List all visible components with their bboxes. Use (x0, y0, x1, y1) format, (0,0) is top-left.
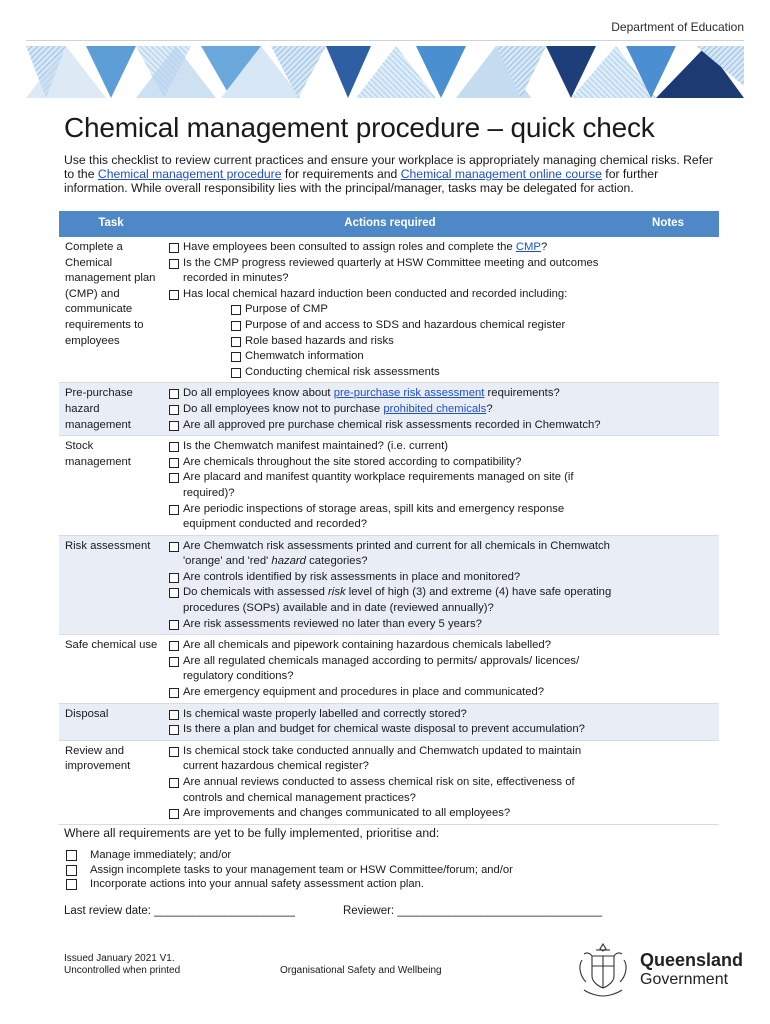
notes-cell[interactable] (617, 703, 719, 740)
actions-cell (163, 535, 617, 635)
table-row-risk-assessment (59, 535, 719, 635)
checklist-item[interactable]: Are all approved pre purchase chemical risk assessments recorded in Chemwatch? (167, 418, 613, 434)
header-banner (26, 46, 744, 98)
uncontrolled-note: Uncontrolled when printed (64, 965, 181, 976)
checklist-subitem[interactable]: Purpose of and access to SDS and hazardous chemical register (183, 318, 613, 334)
page-title: Chemical management procedure – quick check (64, 112, 655, 143)
table-row-pre-purchase (59, 383, 719, 436)
intro-paragraph (64, 153, 724, 195)
notes-cell[interactable] (617, 237, 719, 383)
checklist-item[interactable]: Do all employees know not to purchase prohibited chemicals? (167, 402, 613, 418)
checklist-item[interactable]: Are periodic inspections of storage areas, spill kits and emergency response equipment conducted and recorded? (167, 502, 613, 533)
prioritise-item[interactable]: Manage immediately; and/or (64, 848, 513, 863)
intro-text: for further information. While overall responsibility lies with the principal/manager, tasks may be delegated for action. (64, 167, 659, 195)
actions-cell (163, 635, 617, 703)
checklist-subitem[interactable]: Role based hazards and risks (183, 334, 613, 350)
actions-column-header: Actions required (163, 211, 617, 237)
logo-line-1: Queensland (640, 950, 744, 970)
queensland-crest-icon (574, 940, 632, 1000)
table-row-disposal (59, 703, 719, 740)
table-row-review (59, 740, 719, 824)
logo-wordmark (640, 950, 743, 990)
table-header-row (59, 211, 719, 237)
actions-cell (163, 740, 617, 824)
checklist-item[interactable]: Has local chemical hazard induction been conducted and recorded including: Purpose of CMP Purpose of and access to SDS and hazardous chemical register Role based hazards and risks Chemwatch information Conducting chemical risk assessments (167, 287, 613, 381)
notes-column-header: Notes (617, 211, 719, 237)
checklist-item[interactable]: Are risk assessments reviewed no later than every 5 years? (167, 617, 613, 633)
reviewer-field[interactable]: Reviewer: ________________________________ (343, 905, 602, 917)
checklist-item[interactable]: Is chemical waste properly labelled and correctly stored? (167, 707, 613, 723)
department-name: Department of Education (611, 20, 744, 34)
last-review-date-field[interactable]: Last review date: ______________________ (64, 905, 295, 917)
checklist-item[interactable]: Do all employees know about pre-purchase risk assessment requirements? (167, 386, 613, 402)
prioritise-heading: Where all requirements are yet to be fully implemented, prioritise and: (64, 826, 440, 840)
checklist-subitem[interactable]: Conducting chemical risk assessments (183, 365, 613, 381)
checklist-item[interactable]: Are Chemwatch risk assessments printed and current for all chemicals in Chemwatch 'orange' and 'red' hazard categories? (167, 539, 613, 570)
task-cell: Pre-purchase hazard management (59, 383, 163, 436)
checklist-item[interactable]: Are improvements and changes communicated to all employees? (167, 806, 613, 822)
header-rule (26, 40, 744, 41)
checklist-item[interactable]: Are controls identified by risk assessments in place and monitored? (167, 570, 613, 586)
intro-text: for requirements and (281, 167, 401, 181)
task-cell: Safe chemical use (59, 635, 163, 703)
checklist-item[interactable]: Are chemicals throughout the site stored according to compatibility? (167, 455, 613, 471)
checklist-subitem[interactable]: Chemwatch information (183, 349, 613, 365)
checklist-item[interactable]: Is the Chemwatch manifest maintained? (i.e. current) (167, 439, 613, 455)
task-cell: Stock management (59, 436, 163, 536)
table-row-safe-use (59, 635, 719, 703)
checklist-item[interactable]: Is there a plan and budget for chemical waste disposal to prevent accumulation? (167, 722, 613, 738)
checklist-item[interactable]: Have employees been consulted to assign roles and complete the CMP? (167, 240, 613, 256)
checklist-item[interactable]: Do chemicals with assessed risk level of high (3) and extreme (4) have safe operating procedures (SOPs) available and in date (reviewed annually)? (167, 585, 613, 616)
prioritise-list (64, 848, 513, 892)
checklist-subitem[interactable]: Purpose of CMP (183, 302, 613, 318)
task-cell: Disposal (59, 703, 163, 740)
queensland-government-logo (574, 940, 750, 1000)
task-cell: Risk assessment (59, 535, 163, 635)
checklist-table (59, 211, 719, 825)
actions-cell (163, 436, 617, 536)
checklist-item[interactable]: Are emergency equipment and procedures in place and communicated? (167, 685, 613, 701)
table-row-stock (59, 436, 719, 536)
prohibited-chemicals-link[interactable]: prohibited chemicals (383, 402, 487, 415)
task-cell: Complete a Chemical management plan (CMP) and communicate requirements to employees (59, 237, 163, 383)
logo-line-2: Government (640, 971, 729, 988)
issued-date: Issued January 2021 V1. (64, 953, 175, 964)
cmp-link[interactable]: CMP (515, 241, 541, 253)
intro-text: Use this checklist to review current practices and ensure your workplace is appropriately managing chemical risks. Refer to the (64, 153, 713, 181)
task-column-header: Task (59, 211, 163, 237)
table-row-cmp (59, 237, 719, 383)
issue-info (64, 953, 180, 977)
checklist-item[interactable]: Are all chemicals and pipework containing hazardous chemicals labelled? (167, 638, 613, 654)
actions-cell (163, 383, 617, 436)
footer-unit: Organisational Safety and Wellbeing (280, 965, 442, 976)
actions-cell (163, 703, 617, 740)
checklist-item[interactable]: Are placard and manifest quantity workplace requirements managed on site (if required)? (167, 470, 613, 501)
notes-cell[interactable] (617, 740, 719, 824)
notes-cell[interactable] (617, 383, 719, 436)
checklist-item[interactable]: Are annual reviews conducted to assess chemical risk on site, effectiveness of controls and chemical management practices? (167, 775, 613, 806)
pre-purchase-risk-assessment-link[interactable]: pre-purchase risk assessment (333, 387, 485, 400)
checklist-item[interactable]: Is the CMP progress reviewed quarterly at HSW Committee meeting and outcomes recorded in minutes? (167, 256, 613, 287)
prioritise-item[interactable]: Assign incomplete tasks to your management team or HSW Committee/forum; and/or (64, 863, 513, 878)
prioritise-item[interactable]: Incorporate actions into your annual safety assessment action plan. (64, 877, 513, 892)
actions-cell (163, 237, 617, 383)
task-cell: Review and improvement (59, 740, 163, 824)
chemical-management-course-link[interactable]: Chemical management online course (400, 167, 602, 181)
checklist-item[interactable]: Is chemical stock take conducted annually and Chemwatch updated to maintain current hazardous chemical register? (167, 744, 613, 775)
chemical-management-procedure-link[interactable]: Chemical management procedure (97, 167, 282, 181)
notes-cell[interactable] (617, 436, 719, 536)
notes-cell[interactable] (617, 635, 719, 703)
checklist-item[interactable]: Are all regulated chemicals managed according to permits/ approvals/ licences/ regulatory conditions? (167, 654, 613, 685)
notes-cell[interactable] (617, 535, 719, 635)
